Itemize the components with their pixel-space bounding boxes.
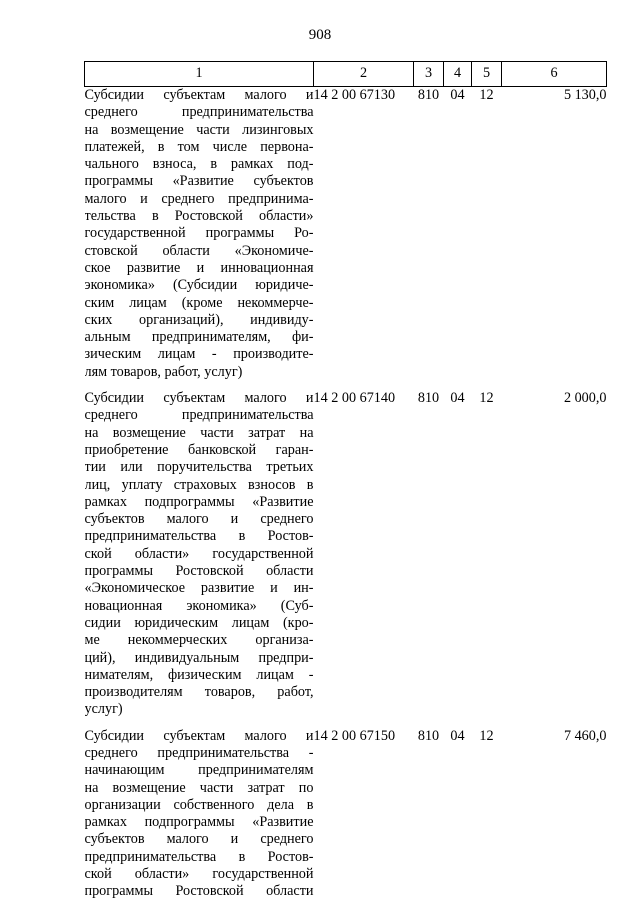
description-line: нимателям, физическим лицам - (84, 666, 314, 683)
description-line: альным предпринимателям, фи- (84, 329, 314, 346)
row-description (85, 728, 314, 910)
description-line: ций), индивидуальным предпри- (84, 649, 314, 666)
row-description (85, 390, 314, 728)
amount: 5 130,0 (563, 87, 607, 103)
table-row (85, 390, 607, 728)
description-line: рамках подпрограммы «Развитие (84, 814, 314, 831)
description-line: приобретение банковской гаран- (84, 441, 314, 458)
column-header-6: 6 (502, 62, 607, 87)
description-line: ме некоммерческих организа- (84, 632, 314, 649)
description-line: среднего предпринимательства - (84, 744, 314, 761)
description-line: производителям товаров, работ, (84, 684, 314, 701)
amount: 2 000,0 (563, 390, 607, 407)
description-line: «Экономическое развитие и ин- (84, 580, 314, 597)
description-line: ским лицам (кроме некоммерче- (84, 294, 314, 311)
description-line: государственной программы Ро- (84, 225, 314, 242)
table-header-row (85, 62, 607, 87)
description-line: на возмещение части затрат по (84, 779, 314, 796)
description-line: Субсидии субъектам малого и (84, 87, 314, 103)
description-line: малого и среднего предпринима- (84, 190, 314, 207)
description-line: ское развитие и инновационная (84, 259, 314, 276)
description-line: программы «Развитие субъектов (84, 173, 314, 190)
expense-type-code: 810 (417, 87, 440, 103)
target-article-code: 14 2 00 67130 (313, 87, 396, 103)
section-code: 04 (450, 727, 465, 744)
description-line: Субсидии субъектам малого и (84, 390, 314, 407)
description-line: зическим лицам - производите- (84, 346, 314, 363)
description-line: платежей, в том числе первона- (84, 138, 314, 155)
table-row (85, 728, 607, 910)
description-line: на возмещение части лизинговых (84, 121, 314, 138)
section-code: 04 (450, 87, 465, 103)
description-line: субъектов малого и среднего (84, 511, 314, 528)
row-description (85, 87, 314, 391)
subsection-code: 12 (479, 87, 494, 103)
expense-type-code: 810 (417, 727, 440, 744)
description-line: рамках подпрограммы «Развитие (84, 493, 314, 510)
description-line: экономика» (Субсидии юридиче- (84, 277, 314, 294)
description-line: тии или поручительства третьих (84, 459, 314, 476)
page-number: 908 (308, 27, 332, 43)
description-line: лиц, уплату страховых взносов в (84, 476, 314, 493)
column-header-5: 5 (472, 62, 502, 87)
description-line: субъектов малого и среднего (84, 831, 314, 848)
description-line: Субсидии субъектам малого и (84, 727, 314, 744)
amount: 7 460,0 (563, 727, 607, 744)
target-article-code: 14 2 00 67140 (313, 390, 396, 407)
description-line: услуг) (84, 701, 123, 718)
description-line: новационная экономика» (Суб- (84, 597, 314, 614)
budget-table (84, 61, 607, 910)
description-line: тельства в Ростовской области» (84, 208, 314, 225)
expense-type-code: 810 (417, 390, 440, 407)
description-line: ских организаций), индивиду- (84, 311, 314, 328)
description-line: ской области» государственной (84, 545, 314, 562)
description-line: лям товаров, работ, услуг) (84, 363, 243, 380)
description-line: программы Ростовской области (84, 883, 314, 900)
subsection-code: 12 (479, 390, 494, 407)
description-line: начинающим предпринимателям (84, 762, 314, 779)
description-line: предпринимательства в Ростов- (84, 528, 314, 545)
column-header-2: 2 (314, 62, 414, 87)
description-line: чального взноса, в рамках под- (84, 156, 314, 173)
description-line: сидии юридическим лицам (кро- (84, 614, 314, 631)
column-header-1: 1 (85, 62, 314, 87)
description-line: предпринимательства в Ростов- (84, 848, 314, 865)
description-line: стовской области «Экономиче- (84, 242, 314, 259)
table-row (85, 87, 607, 391)
description-line: организации собственного дела в (84, 796, 314, 813)
target-article-code: 14 2 00 67150 (313, 727, 396, 744)
column-header-4: 4 (444, 62, 472, 87)
description-line: среднего предпринимательства (84, 407, 314, 424)
description-line: на возмещение части затрат на (84, 424, 314, 441)
section-code: 04 (450, 390, 465, 407)
subsection-code: 12 (479, 727, 494, 744)
column-header-3: 3 (414, 62, 444, 87)
description-line: среднего предпринимательства (84, 104, 314, 121)
description-line: ской области» государственной (84, 866, 314, 883)
description-line: программы Ростовской области (84, 563, 314, 580)
